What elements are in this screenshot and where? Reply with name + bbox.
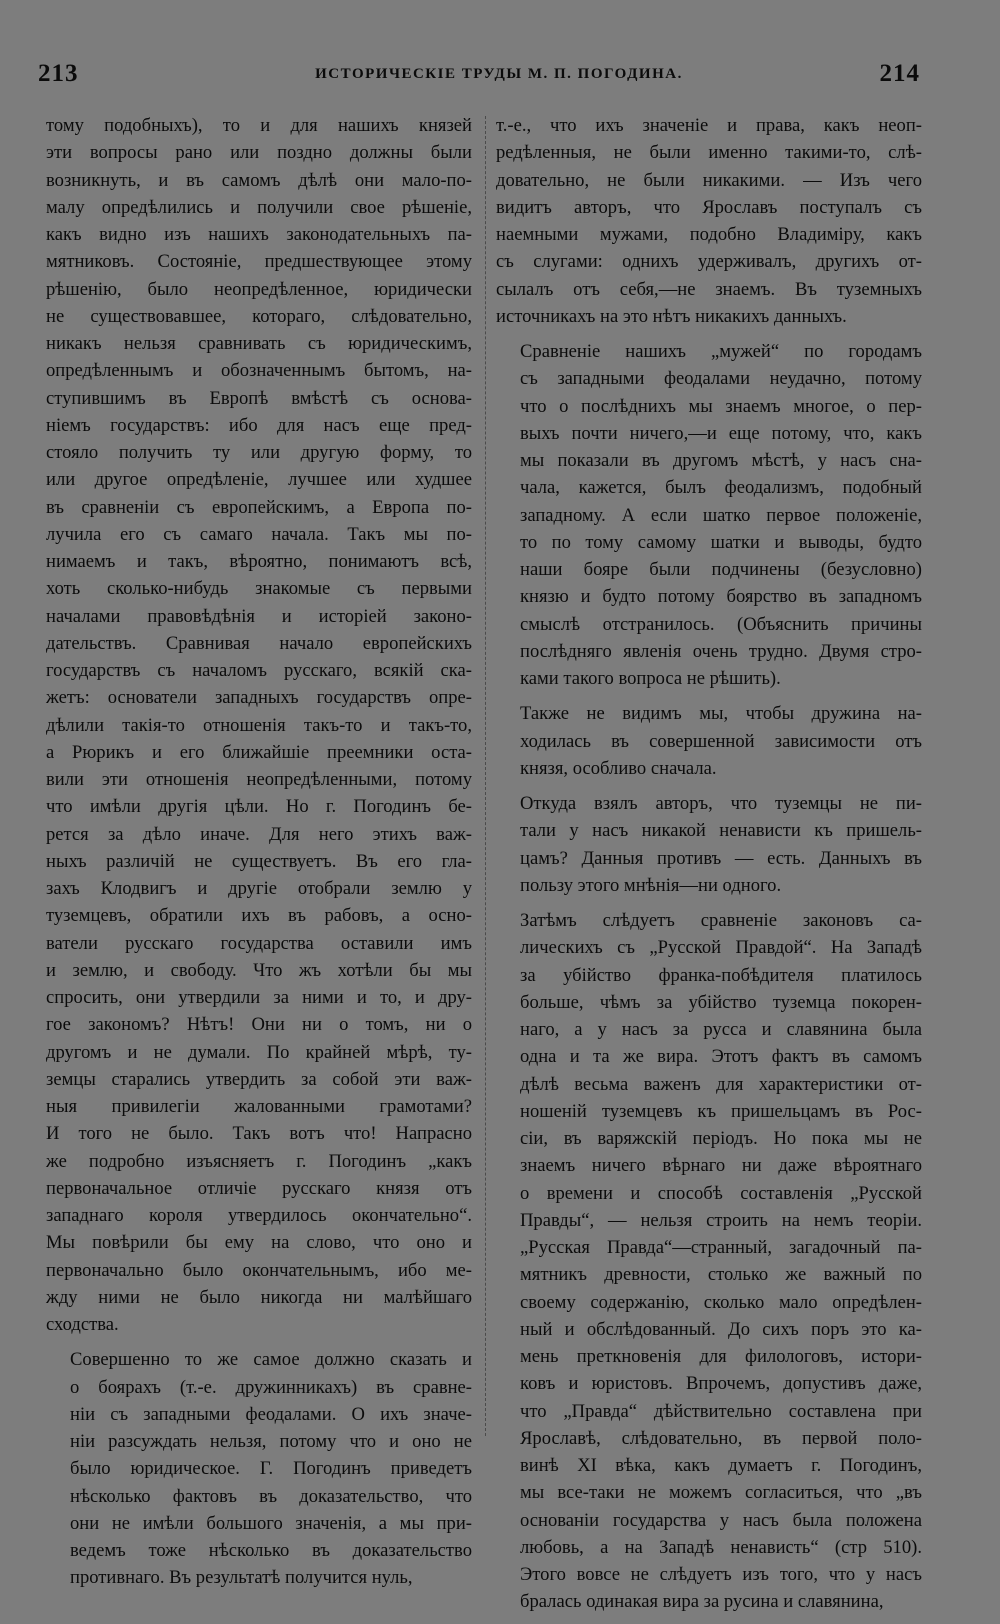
text-line: ковъ и юристовъ. Впрочемъ, допустивъ даже,	[520, 1373, 922, 1395]
text-line: дѣлили такія-то отношенія такъ-то и такъ-то,	[46, 714, 472, 736]
text-line: ніи разсуждать нельзя, потому что и оно не	[70, 1431, 472, 1452]
text-line: то по тому самому шатки и выводы, будто	[520, 531, 922, 553]
text-line: „Русская Правда“—странный, загадочный па-	[520, 1237, 922, 1258]
text-line: дательствъ. Сравнивая начало европейскихъ	[46, 632, 472, 654]
text-line: чала, кажется, былъ феодализмъ, подобный	[520, 477, 922, 499]
text-line: ныя привилегіи жалованными грамотами?	[46, 1096, 472, 1117]
text-line: началами правовѣдѣнія и исторіей законо-	[46, 605, 472, 627]
text-line: ватели русскаго государства оставили имъ	[46, 932, 472, 954]
page-number-left: 213	[38, 60, 79, 87]
text-line: они не имѣли большого значенія, а мы при-	[70, 1512, 472, 1534]
text-line: цамъ? Данныя противъ — есть. Данныхъ въ	[520, 847, 922, 869]
text-line: первоначальное отличіе русскаго князя отъ	[46, 1177, 472, 1199]
text-line: ношеній туземцевъ къ пришельцамъ въ Рос-	[520, 1100, 922, 1122]
text-line: выхъ почти ничего,—и еще потому, что, какъ	[520, 422, 922, 444]
text-line: т.-е., что ихъ значеніе и права, какъ неоп-	[496, 115, 922, 136]
text-line: пользу этого мнѣнія—ни одного.	[520, 874, 782, 896]
paragraph	[46, 1346, 472, 1591]
text-line: рется за дѣло иначе. Для него этихъ важ-	[46, 823, 472, 845]
text-line: жду ними не было никогда ни малѣйшаго	[46, 1286, 472, 1308]
text-line: редѣленныя, не были именно такими-то, слѣ-	[496, 142, 922, 164]
text-line: мы показали въ другомъ мѣстѣ, у насъ сна-	[520, 450, 922, 471]
text-line: смыслѣ отстранилось. (Объяснить причины	[520, 613, 922, 635]
text-line: наши бояре были подчинены (безусловно)	[520, 559, 922, 580]
text-line: возникнуть, и въ самомъ дѣлѣ они мало-по-	[46, 169, 472, 191]
text-line: своему содержанію, сколько мало опредѣлен-	[520, 1291, 922, 1313]
text-line: съ слугами: однихъ удерживалъ, другихъ от-	[496, 251, 922, 273]
text-line: нимаемъ и такъ, вѣроятно, понимаютъ всѣ,	[46, 551, 472, 572]
text-line: сылалъ отъ себя,—не знаемъ. Въ туземныхъ	[496, 278, 922, 300]
text-line: западнаго короля утвердилось окончательно“.	[46, 1205, 472, 1226]
text-line: бралась одинакая вира за русина и славянина,	[520, 1591, 884, 1613]
text-line: ступившимъ въ Европѣ вмѣстѣ съ основа-	[46, 387, 472, 409]
text-line: сіи, въ варяжскій періодъ. Но пока мы не	[520, 1128, 922, 1149]
text-line: Этого вовсе не слѣдуетъ изъ того, что у насъ	[520, 1564, 922, 1585]
text-line: никакъ нельзя сравнивать съ юридическимъ,	[46, 333, 472, 354]
text-line: о боярахъ (т.-е. дружинникахъ) въ сравне-	[70, 1376, 472, 1398]
text-line: ніи съ западными феодалами. О ихъ значе-	[70, 1403, 472, 1425]
text-line: туземцевъ, обратили ихъ въ рабовъ, а осно-	[46, 905, 472, 927]
text-line: одна и та же вира. Этотъ фактъ въ самомъ	[520, 1046, 922, 1068]
text-line: западному. А если шатко первое положеніе,	[520, 504, 922, 526]
page-number-right: 214	[879, 60, 920, 87]
text-line: любовь, а на Западѣ ненависть“ (стр 510).	[520, 1536, 922, 1558]
text-line: ведемъ тоже нѣсколько въ доказательство	[70, 1540, 472, 1561]
text-line: лучила его съ самаго начала. Такъ мы по-	[46, 523, 472, 545]
text-line: за убійство франка-побѣдителя платилось	[520, 964, 922, 986]
text-line: гое закономъ? Нѣтъ! Они ни о томъ, ни о	[46, 1014, 472, 1036]
text-line: опредѣленнымъ и обозначеннымъ бытомъ, на-	[46, 360, 472, 382]
paragraph	[496, 700, 922, 782]
text-line: о времени и способѣ составленія „Русской	[520, 1182, 922, 1204]
paragraph	[496, 338, 922, 692]
text-line: ніемъ государствъ: ибо для насъ еще пред-	[46, 414, 472, 436]
text-line: больше, чѣмъ за убійство туземца покорен-	[520, 991, 922, 1013]
paragraph	[496, 790, 922, 899]
text-line: или другое опредѣленіе, лучшее или худшее	[46, 469, 472, 491]
text-line: какъ видно изъ нашихъ законодательныхъ па-	[46, 224, 472, 245]
text-line: мятникъ древности, столько же важный по	[520, 1264, 922, 1286]
text-line: земцы старались утвердить за собой эти важ-	[46, 1068, 472, 1090]
text-line: Откуда взялъ авторъ, что туземцы не пи-	[520, 793, 922, 814]
text-line: первоначально было окончательнымъ, ибо ме-	[46, 1259, 472, 1281]
text-line: ками такого вопроса не рѣшить).	[520, 668, 781, 689]
text-line: князя, особливо сначала.	[520, 757, 717, 779]
text-line: основаніи государства у насъ была положена	[520, 1509, 922, 1531]
text-line: рѣшенію, было неопредѣленное, юридически	[46, 278, 472, 300]
text-line: мень преткновенія для филологовъ, истори-	[520, 1346, 922, 1367]
text-line: тали у насъ никакой ненависти къ пришель-	[520, 820, 922, 842]
text-line: винѣ XI вѣка, какъ думаетъ г. Погодинъ,	[520, 1455, 922, 1476]
right-column	[496, 112, 922, 1624]
text-line: Мы повѣрили бы ему на слово, что оно и	[46, 1232, 472, 1254]
text-line: ныхъ различій не существуетъ. Въ его гла-	[46, 850, 472, 872]
text-line: а Рюрикъ и его ближайшіе преемники оста-	[46, 741, 472, 763]
text-line: тому подобныхъ), то и для нашихъ князей	[46, 115, 472, 136]
text-line: государствъ съ началомъ русскаго, всякій ска-	[46, 660, 472, 681]
text-line: видитъ авторъ, что Ярославъ поступалъ съ	[496, 196, 922, 218]
paragraph	[496, 907, 922, 1616]
text-line: нѣсколько фактовъ въ доказательство, что	[70, 1485, 472, 1507]
text-line: въ сравненіи съ европейскимъ, а Европа по-	[46, 496, 472, 518]
text-line: сходства.	[46, 1314, 119, 1335]
text-line: источникахъ на это нѣтъ никакихъ данныхъ.	[496, 305, 847, 327]
text-line: что о послѣднихъ мы знаемъ многое, о пер-	[520, 395, 922, 417]
text-line: довательно, не были никакими. — Изъ чего	[496, 169, 922, 191]
text-line: хоть сколько-нибудь знакомые съ первыми	[46, 578, 472, 600]
text-line: Ярославѣ, слѣдовательно, въ первой поло-	[520, 1427, 922, 1449]
text-line: было юридическое. Г. Погодинъ приведетъ	[70, 1458, 472, 1480]
column-divider	[485, 116, 486, 1436]
text-line: ный и обслѣдованный. До сихъ поръ это ка-	[520, 1318, 922, 1340]
text-line: Сравненіе нашихъ „мужей“ по городамъ	[520, 341, 922, 362]
text-line: ходилась въ совершенной зависимости отъ	[520, 730, 922, 752]
text-line: спросить, они утвердили за ними и то, и дру-	[46, 987, 472, 1008]
text-line: мятниковъ. Состояніе, предшествующее этому	[46, 251, 472, 273]
text-line: И того не было. Такъ вотъ что! Напрасно	[46, 1123, 472, 1145]
text-line: и землю, и свободу. Что жъ хотѣли бы мы	[46, 959, 472, 981]
text-line: Также не видимъ мы, чтобы дружина на-	[520, 703, 922, 725]
text-line: наго, а у насъ за русса и славянина была	[520, 1019, 922, 1040]
text-line: Правды“, — нельзя строить на немъ теоріи.	[520, 1209, 922, 1231]
running-title: ИСТОРИЧЕСКІЕ ТРУДЫ М. П. ПОГОДИНА.	[315, 66, 683, 82]
text-line: стояло получить ту или другую форму, то	[46, 442, 472, 463]
text-line: противнаго. Въ результатѣ получится нуль,	[70, 1567, 413, 1589]
text-line: послѣдняго явленія очень трудно. Двумя стро-	[520, 640, 922, 662]
text-line: дѣлѣ весьма важенъ для характеристики от-	[520, 1073, 922, 1095]
text-line: лическихъ съ „Русской Правдой“. На Западѣ	[520, 937, 922, 959]
text-line: что „Правда“ дѣйствительно составлена при	[520, 1400, 922, 1422]
text-line: что имѣли другія цѣли. Но г. Погодинъ бе-	[46, 796, 472, 818]
text-line: не существовавшее, котораго, слѣдовательно,	[46, 305, 472, 327]
paragraph	[496, 112, 922, 330]
text-line: мы все-таки не можемъ согласиться, что „въ	[520, 1482, 922, 1504]
page-header	[38, 60, 960, 94]
text-line: другомъ и не думали. По крайней мѣрѣ, ту-	[46, 1041, 472, 1063]
text-line: знаемъ ничего вѣрнаго ни даже вѣроятнаго	[520, 1155, 922, 1177]
text-line: Совершенно то же самое должно сказать и	[70, 1349, 472, 1371]
text-line: князю и будто потому боярство въ западномъ	[520, 586, 922, 608]
text-line: Затѣмъ слѣдуетъ сравненіе законовъ са-	[520, 910, 922, 931]
text-line: жетъ: основатели западныхъ государствъ опре-	[46, 687, 472, 709]
left-column	[46, 112, 472, 1600]
text-line: наемными мужами, подобно Владиміру, какъ	[496, 224, 922, 245]
text-line: захъ Клодвигъ и другіе отобрали землю у	[46, 878, 472, 899]
text-line: же подробно изъясняетъ г. Погодинъ „какъ	[46, 1150, 472, 1172]
text-line: вили эти отношенія неопредѣленными, потому	[46, 769, 472, 790]
text-line: эти вопросы рано или поздно должны были	[46, 142, 472, 164]
text-line: малу опредѣлились и получили свое рѣшеніе,	[46, 196, 472, 218]
text-line: съ западными феодалами неудачно, потому	[520, 368, 922, 390]
paragraph	[46, 112, 472, 1338]
